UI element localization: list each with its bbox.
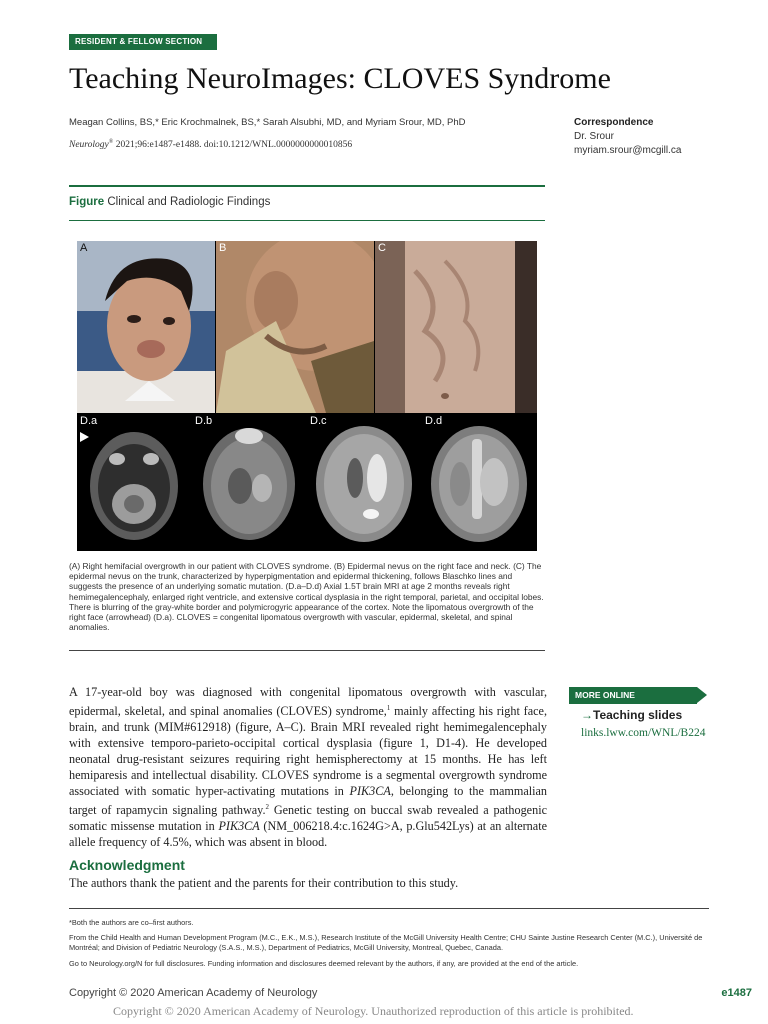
figure-caption: (A) Right hemifacial overgrowth in our patient with CLOVES syndrome. (B) Epidermal nevus on the right face and neck. (C) The epidermal nevus on the trunk, characterized by hyperpigmentation and epidermal thickening, follows Blaschko lines and suggests the presence of an underlying somatic mutation. (D.a–D.d) Axial 1.5T brain MRI at age 2 months reveals right hemimegalencephaly, enlarged right ventricle, and extensive cortical dysplasia in the right temporal, parietal, and occipital lobes. There is blurring of the gray-white border and polymicrogyric appearance of the cortex. Note the lipomatous overgrowth of the right face (arrowhead) (D.a). CLOVES = congenital lipomatous overgrowth with vascular, epidermal, skeletal, and spinal anomalies. — [69, 561, 544, 633]
more-online-banner: MORE ONLINE — [569, 687, 697, 704]
panel-label: C — [378, 242, 386, 254]
panel-c-photo — [375, 241, 537, 413]
trunk-nevus-illustration — [375, 241, 537, 413]
teaching-slides-link[interactable]: links.lww.com/WNL/B224 — [581, 727, 706, 739]
article-title: Teaching NeuroImages: CLOVES Syndrome — [69, 62, 611, 95]
caption-bottom-rule — [69, 650, 545, 651]
panel-b-photo — [216, 241, 374, 413]
section-badge: RESIDENT & FELLOW SECTION — [69, 34, 217, 50]
mri-slice-illustration — [307, 414, 421, 551]
body-text-segment: (NM_006218.4:c.1624G>A, p.Glu542Lys) at an alternate allele frequency of 4.5%, which was absent in blood. — [69, 819, 547, 850]
journal-name: Neurology — [69, 140, 109, 151]
panel-label: D.a — [80, 415, 98, 427]
body-paragraph — [69, 684, 547, 850]
reference-2[interactable]: 2 — [265, 803, 270, 812]
citation — [69, 139, 352, 150]
body-text-segment: Genetic testing on buccal swab revealed a pathogenic somatic missense mutation in — [69, 803, 547, 834]
figure-top-rule — [69, 185, 545, 187]
gene-name: PIK3CA — [349, 784, 391, 799]
figure-word: Figure — [69, 196, 105, 208]
mri-slice-illustration — [422, 414, 537, 551]
correspondence-email-link[interactable]: myriam.srour@mcgill.ca — [574, 145, 682, 156]
panel-da-mri — [77, 414, 191, 551]
more-online-arrow-icon — [697, 687, 707, 703]
arrow-right-icon: → — [581, 708, 593, 722]
panel-label: D.c — [310, 415, 327, 427]
mri-slice-illustration — [77, 414, 191, 551]
acknowledgment-heading: Acknowledgment — [69, 857, 185, 873]
panel-dd-mri — [422, 414, 537, 551]
acknowledgment-text: The authors thank the patient and the parents for their contribution to this study. — [69, 876, 459, 890]
clinical-figure — [77, 241, 537, 551]
reference-1[interactable]: 1 — [386, 704, 391, 712]
panel-label: D.d — [425, 415, 443, 427]
mri-slice-illustration — [192, 414, 306, 551]
boy-face-illustration — [77, 241, 215, 413]
panel-db-mri — [192, 414, 306, 551]
body-text-segment: A 17-year-old boy was diagnosed with congenital lipomatous overgrowth with vascular, epidermal, skeletal, and spinal anomalies (CLOVES) syndrome, — [69, 685, 547, 719]
panel-label: B — [219, 242, 227, 254]
page-number: e1487 — [721, 987, 752, 999]
panel-label: D.b — [195, 415, 213, 427]
teaching-slides-text: Teaching slides — [593, 708, 683, 722]
correspondence-heading: Correspondence — [574, 117, 654, 128]
footnote-rule — [69, 908, 709, 909]
body-text-segment: mainly affecting his right face, brain, and trunk (MIM#612918) (figure, A–C). Brain MRI revealed right hemimegalencephaly with extensive temporo-parieto-occipital cortical dysplasia (figure 1, D1-4). He developed neonatal drug-resistant seizures requiring right hemispherectomy at 15 months. He has left hemiparesis and intellectual disability. CLOVES syndrome is a segmental overgrowth syndrome associated with somatic hyper-activating mutations in — [69, 704, 547, 799]
footnote-affiliations: From the Child Health and Human Development Program (M.C., E.K., M.S.), Research Institute of the McGill University Health Centre; CHU Sainte Justine Research Center (M.C.), Université de Montréal; and Division of Pediatric Neurology (S.A.S., M.S.), Department of Pediatrics, McGill University, Montreal, Quebec, Canada. — [69, 933, 703, 952]
panel-label: A — [80, 242, 88, 254]
figure-title: Clinical and Radiologic Findings — [104, 196, 271, 208]
copyright-notice: Copyright © 2020 American Academy of Neurology — [69, 987, 318, 999]
panel-dc-mri — [307, 414, 421, 551]
citation-details: 2021;96:e1487-e1488. doi:10.1212/WNL.0000000000010856 — [113, 140, 353, 151]
correspondence-name: Dr. Srour — [574, 131, 615, 142]
footnote-disclosures: Go to Neurology.org/N for full disclosures. Funding information and disclosures deemed relevant by the authors, if any, are provided at the end of the article. — [69, 959, 579, 968]
figure-label — [69, 196, 270, 208]
figure-title-rule — [69, 220, 545, 221]
arrowhead-icon — [80, 432, 89, 442]
teaching-slides-label[interactable] — [581, 708, 682, 722]
registered-mark: ® — [108, 139, 114, 145]
footnote-co-first: *Both the authors are co–first authors. — [69, 918, 194, 927]
correspondence-box — [574, 116, 744, 158]
body-text-segment: , belonging to the mammalian target of rapamycin signaling pathway. — [69, 784, 547, 818]
panel-a-photo — [77, 241, 215, 413]
gene-name: PIK3CA — [218, 819, 260, 834]
neck-nevus-illustration — [216, 241, 374, 413]
author-list: Meagan Collins, BS,* Eric Krochmalnek, BS,* Sarah Alsubhi, MD, and Myriam Srour, MD, PhD — [69, 117, 466, 128]
copyright-watermark: Copyright © 2020 American Academy of Neurology. Unauthorized reproduction of this article is prohibited. — [113, 1004, 634, 1018]
